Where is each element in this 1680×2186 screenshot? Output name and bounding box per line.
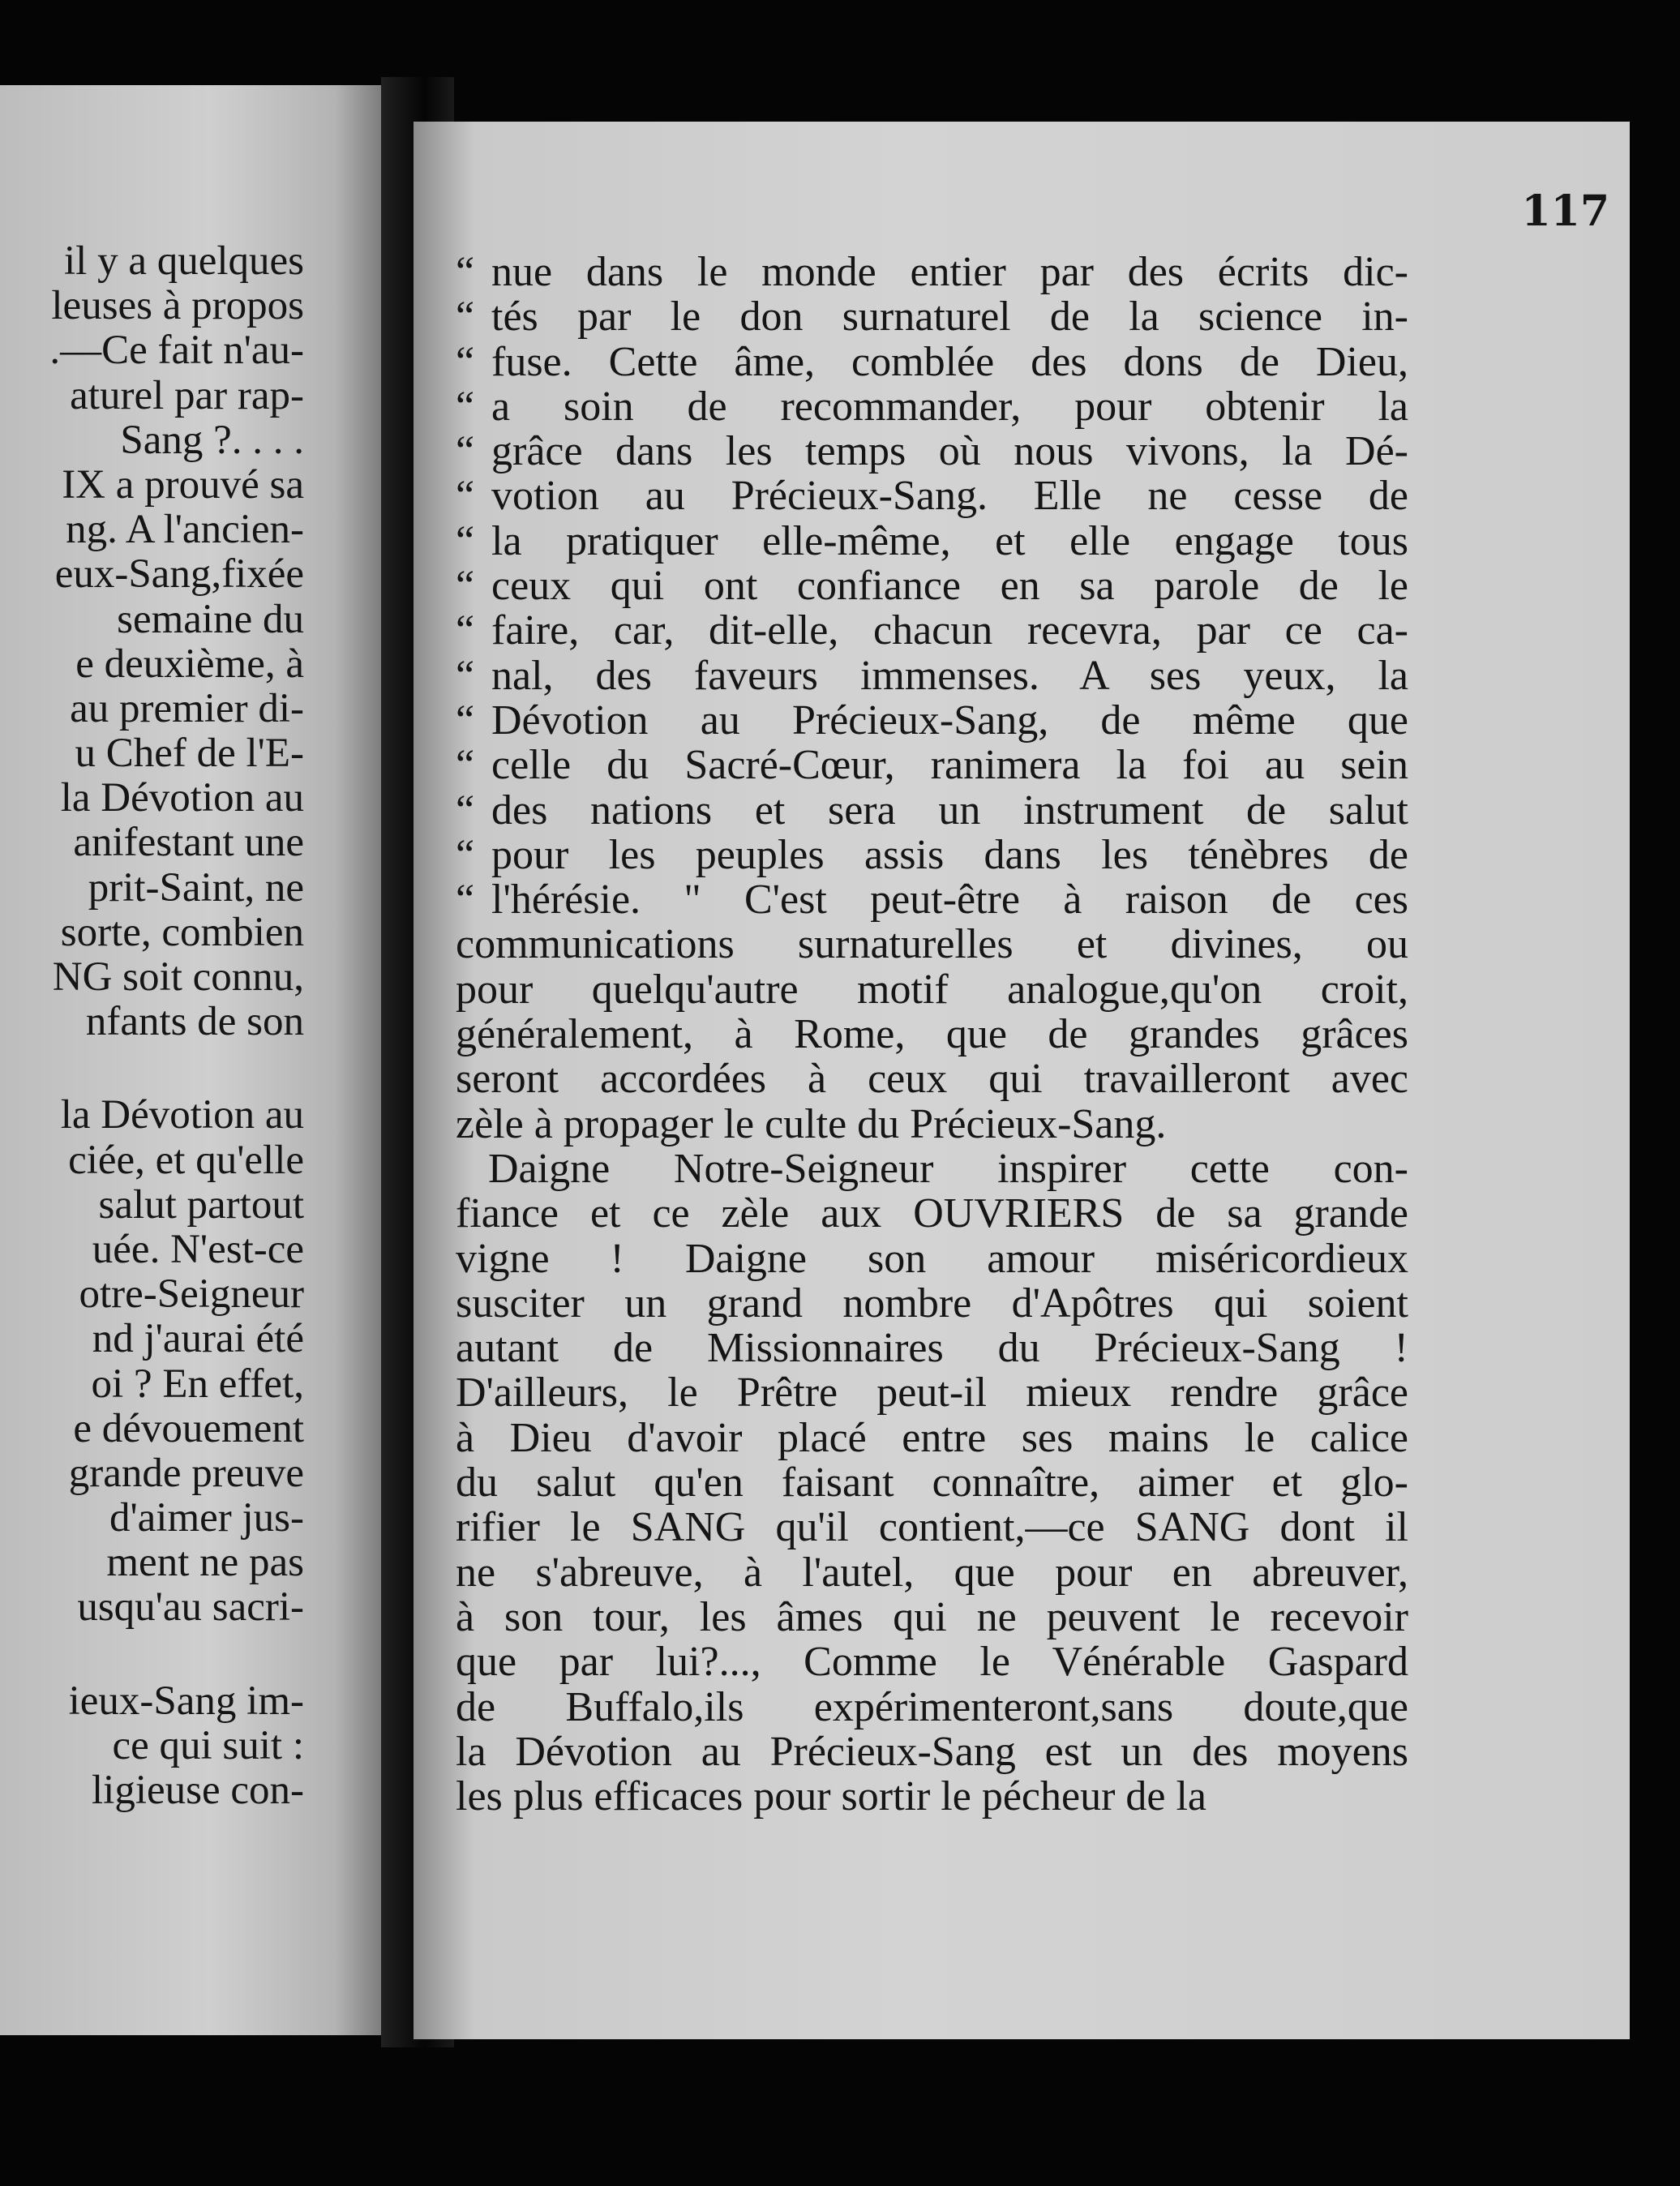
body-line: ne s'abreuve, à l'autel, que pour en abreuver,	[456, 1549, 1408, 1596]
quoted-line-text: nal, des faveurs immenses. A ses yeux, la	[491, 652, 1408, 699]
quote-mark: “	[456, 473, 475, 520]
quoted-line	[456, 877, 1408, 922]
quote-mark: “	[456, 383, 475, 430]
body-line: zèle à propager le culte du Précieux-Sang.	[456, 1100, 1167, 1147]
quoted-line	[456, 340, 1408, 384]
quote-mark: “	[456, 338, 475, 385]
quoted-line-text: l'hérésie. " C'est peut-être à raison de ces	[491, 877, 1408, 924]
body-line: à son tour, les âmes qui ne peuvent le recevoir	[456, 1593, 1408, 1640]
quote-mark: “	[456, 742, 475, 789]
quoted-line-text: pour les peuples assis dans les ténèbres de	[491, 831, 1408, 878]
left-page-line: aturel par rap-	[70, 372, 304, 418]
body-line: la Dévotion au Précieux-Sang est un des moyens	[456, 1728, 1408, 1775]
left-page-line: la Dévotion au	[60, 1092, 304, 1138]
quoted-line	[456, 384, 1408, 429]
quoted-line-text: fuse. Cette âme, comblée des dons de Dieu,	[491, 338, 1408, 385]
left-page-line: salut partout	[98, 1181, 304, 1228]
left-page-line: il y a quelques	[63, 238, 304, 284]
quote-mark: “	[456, 294, 475, 341]
quoted-line	[456, 474, 1408, 518]
right-page-text	[456, 250, 1408, 1819]
left-page-line: ciée, et qu'elle	[68, 1137, 304, 1183]
left-page-line: grande preuve	[68, 1450, 304, 1496]
body-line: D'ailleurs, le Prêtre peut-il mieux rendre grâce	[456, 1369, 1408, 1417]
quoted-line-text: grâce dans les temps où nous vivons, la Dé-	[491, 428, 1408, 475]
left-page-line: IX a prouvé sa	[62, 461, 304, 508]
left-page-line: d'aimer jus-	[109, 1495, 304, 1541]
quote-mark: “	[456, 787, 475, 834]
left-page-line: anifestant une	[73, 820, 304, 866]
quoted-line-text: ceux qui ont confiance en sa parole de le	[491, 563, 1408, 610]
left-page-line: e deuxième, à	[75, 641, 304, 687]
quoted-line	[456, 833, 1408, 877]
quoted-line-text: tés par le don surnaturel de la science in-	[491, 294, 1408, 341]
quoted-line-text: celle du Sacré-Cœur, ranimera la foi au sein	[491, 742, 1408, 789]
left-page-line	[0, 1044, 304, 1093]
body-line: rifier le SANG qu'il contient,—ce SANG dont il	[456, 1504, 1408, 1551]
body-line: susciter un grand nombre d'Apôtres qui soient	[456, 1279, 1408, 1327]
left-page-line: nd j'aurai été	[92, 1316, 304, 1362]
left-page-line: eux-Sang,fixée	[54, 551, 304, 598]
body-line: généralement, à Rome, que de grandes grâces	[456, 1011, 1408, 1058]
left-page-line: ieux-Sang im-	[68, 1678, 304, 1724]
quote-mark: “	[456, 607, 475, 654]
left-page-line: prit-Saint, ne	[88, 864, 304, 911]
quoted-line	[456, 519, 1408, 564]
left-page-line: leuses à propos	[51, 283, 304, 329]
left-page-line: nfants de son	[85, 999, 304, 1045]
page-number: 117	[1521, 186, 1609, 236]
left-page-line: otre-Seigneur	[79, 1271, 304, 1318]
quoted-line	[456, 743, 1408, 787]
body-line: pour quelqu'autre motif analogue,qu'on croit,	[456, 966, 1408, 1013]
left-page-line: la Dévotion au	[60, 775, 304, 821]
body-line: que par lui?..., Comme le Vénérable Gaspard	[456, 1639, 1408, 1686]
body-line: à Dieu d'avoir placé entre ses mains le calice	[456, 1414, 1408, 1461]
quoted-line-text: nue dans le monde entier par des écrits dic-	[491, 249, 1408, 295]
left-page-text	[0, 239, 304, 1813]
left-page-line: semaine du	[117, 596, 304, 642]
body-line: fiance et ce zèle aux OUVRIERS de sa grande	[456, 1190, 1408, 1237]
quoted-line	[456, 698, 1408, 743]
quoted-line-text: faire, car, dit-elle, chacun recevra, par ce ca-	[491, 607, 1408, 654]
left-page-line: au premier di-	[70, 685, 304, 731]
quoted-line-text: Dévotion au Précieux-Sang, de même que	[491, 697, 1408, 744]
left-page-line: Sang ?. . . .	[120, 417, 304, 463]
body-line: les plus efficaces pour sortir le pécheur de la	[456, 1773, 1206, 1820]
quote-mark: “	[456, 428, 475, 475]
left-page-line: NG soit connu,	[52, 954, 304, 1000]
quoted-line	[456, 250, 1408, 294]
right-page	[414, 122, 1630, 2039]
left-page-line: e dévouement	[73, 1405, 304, 1451]
quote-mark: “	[456, 563, 475, 610]
quote-mark: “	[456, 697, 475, 744]
left-page-line: .—Ce fait n'au-	[49, 328, 304, 374]
left-page-line	[0, 1631, 304, 1679]
quote-mark: “	[456, 877, 475, 924]
quoted-line	[456, 654, 1408, 698]
left-page-line: oi ? En effet,	[91, 1361, 304, 1407]
body-line: vigne ! Daigne son amour miséricordieux	[456, 1235, 1408, 1282]
quoted-line-text: a soin de recommander, pour obtenir la	[491, 383, 1408, 430]
quoted-line	[456, 564, 1408, 608]
quoted-line	[456, 788, 1408, 833]
body-line: du salut qu'en faisant connaître, aimer et glo-	[456, 1459, 1408, 1507]
left-page-line: ng. A l'ancien-	[66, 507, 304, 553]
quote-mark: “	[456, 652, 475, 699]
quote-mark: “	[456, 831, 475, 878]
left-page-line: u Chef de l'E-	[75, 731, 304, 777]
quoted-line	[456, 429, 1408, 474]
quoted-line-text: votion au Précieux-Sang. Elle ne cesse de	[491, 473, 1408, 520]
body-line: Daigne Notre-Seigneur inspirer cette con-	[488, 1145, 1408, 1192]
body-line: autant de Missionnaires du Précieux-Sang !	[456, 1325, 1408, 1372]
left-page	[0, 85, 381, 2035]
quoted-line	[456, 294, 1408, 339]
quote-mark: “	[456, 517, 475, 564]
body-line: seront accordées à ceux qui travailleront avec	[456, 1056, 1408, 1103]
left-page-line: sorte, combien	[60, 909, 304, 955]
quoted-line-text: la pratiquer elle-même, et elle engage tous	[491, 517, 1408, 564]
quoted-line	[456, 608, 1408, 653]
left-page-line: ment ne pas	[106, 1540, 304, 1586]
left-page-line: uée. N'est-ce	[92, 1226, 304, 1272]
left-page-line: ce qui suit :	[112, 1722, 304, 1768]
quote-mark: “	[456, 249, 475, 295]
left-page-line: usqu'au sacri-	[77, 1584, 304, 1631]
body-line: communications surnaturelles et divines, ou	[456, 921, 1408, 968]
left-page-line: ligieuse con-	[92, 1768, 304, 1813]
quoted-line-text: des nations et sera un instrument de salut	[491, 787, 1408, 834]
body-line: de Buffalo,ils expérimenteront,sans doute,que	[456, 1683, 1408, 1730]
